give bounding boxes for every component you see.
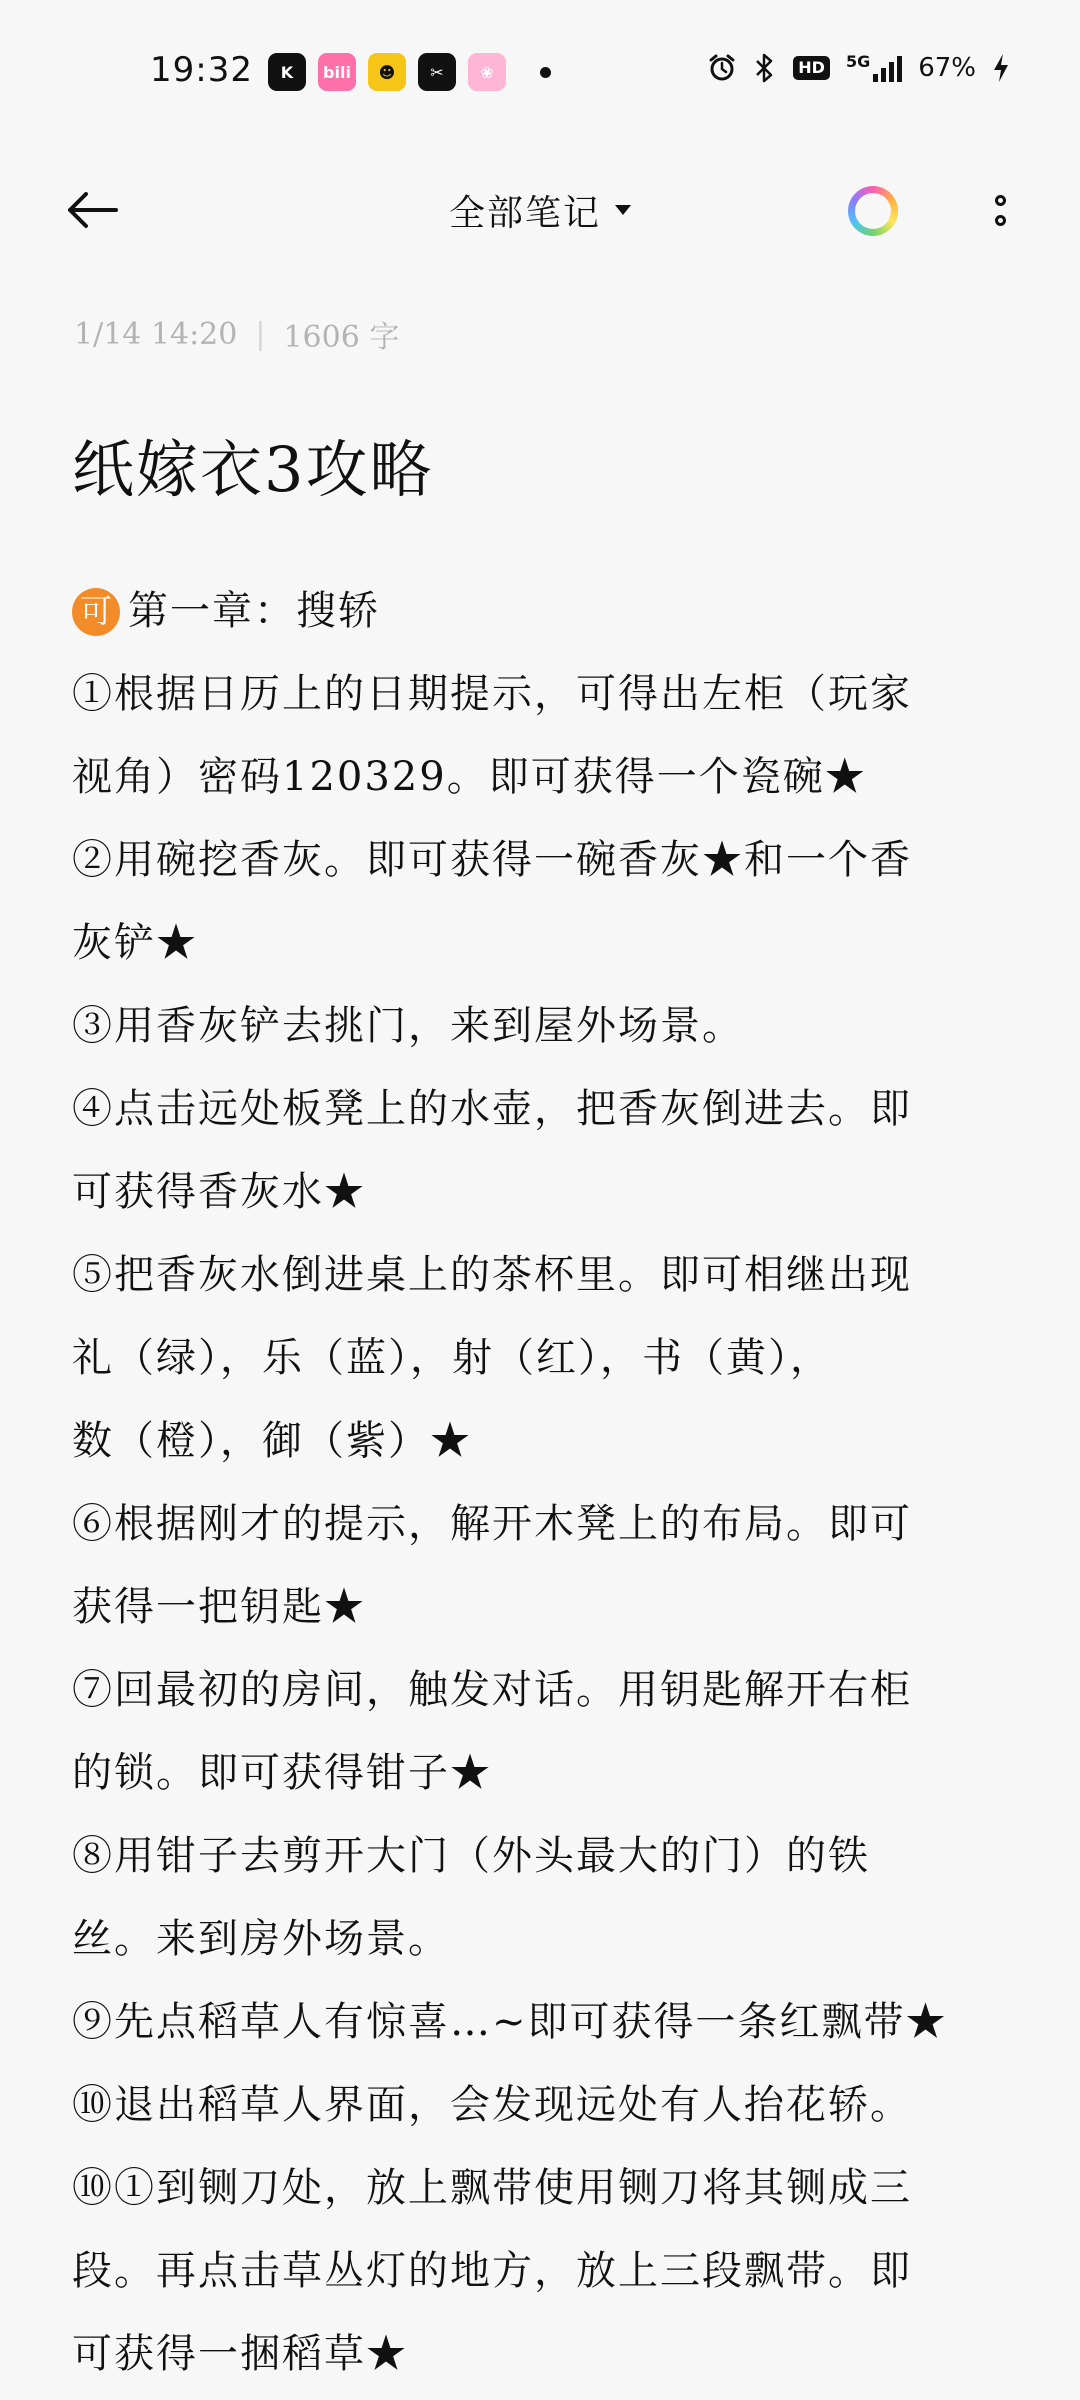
more-options-button[interactable] — [978, 180, 1022, 240]
note-body[interactable] — [72, 570, 1012, 2396]
note-text-line: ⑦回最初的房间，触发对话。用钥匙解开右柜 — [72, 1667, 912, 1713]
alarm-icon — [707, 53, 737, 83]
more-notifications-dot-icon — [540, 67, 551, 78]
note-text-line: ⑤把香灰水倒进桌上的茶杯里。即可相继出现 — [72, 1252, 912, 1298]
arrow-left-icon — [66, 190, 118, 230]
note-text-line: ②用碗挖香灰。即可获得一碗香灰★和一个香 — [72, 837, 912, 883]
hd-voice-badge: HD — [793, 56, 830, 80]
note-text-line: ⑩①到铡刀处，放上飘带使用铡刀将其铡成三 — [72, 2165, 912, 2211]
note-text-line: 可获得香灰水★ — [72, 1169, 366, 1215]
charging-icon — [992, 52, 1010, 84]
note-text-line: 段。再点击草丛灯的地方，放上三段飘带。即 — [72, 2248, 912, 2294]
more-dot-icon — [995, 195, 1006, 206]
note-text-line: 礼（绿），乐（蓝），射（红），书（黄）， — [72, 1335, 832, 1381]
note-text-line: ④点击远处板凳上的水壶，把香灰倒进去。即 — [72, 1086, 912, 1132]
note-text-line: 视角）密码120329。即可获得一个瓷碗★ — [72, 754, 867, 800]
status-bar — [0, 0, 1080, 110]
note-word-count: 1606 字 — [283, 320, 400, 355]
chapter-emoji-icon: 可 — [72, 588, 120, 636]
note-title[interactable]: 纸嫁衣3攻略 — [72, 433, 434, 506]
chapter-text: 第一章：搜轿 — [128, 588, 380, 634]
back-button[interactable] — [62, 182, 122, 238]
note-text-line: ③用香灰铲去挑门，来到屋外场景。 — [72, 1003, 744, 1049]
network-type-label: 5G — [845, 52, 871, 71]
bluetooth-icon — [753, 52, 777, 84]
kuaishou-app-icon: K — [268, 53, 306, 91]
notification-app-icons — [268, 53, 551, 91]
caret-down-icon — [615, 205, 631, 215]
battery-percentage: 67% — [918, 53, 976, 83]
note-text-line: 获得一把钥匙★ — [72, 1584, 366, 1630]
meta-separator: | — [255, 316, 266, 352]
note-text-line: 可获得一捆稻草★ — [72, 2331, 408, 2377]
note-meta — [74, 312, 399, 356]
note-text-line: 丝。来到房外场景。 — [72, 1916, 450, 1962]
pink-app-icon: ❀ — [468, 53, 506, 91]
status-indicators — [707, 52, 1010, 84]
cellular-signal-icon — [846, 54, 902, 82]
note-date: 1/14 14:20 — [74, 316, 238, 352]
note-text-line: 的锁。即可获得钳子★ — [72, 1750, 492, 1796]
folder-title: 全部笔记 — [448, 192, 601, 234]
game-avatar-app-icon: ☻ — [368, 53, 406, 91]
note-text-line: ⑧用钳子去剪开大门（外头最大的门）的铁 — [72, 1833, 870, 1879]
note-text-line: 数（橙），御（紫）★ — [72, 1418, 472, 1464]
note-toolbar — [0, 160, 1080, 260]
color-theme-button[interactable] — [848, 186, 898, 236]
capcut-app-icon: ✂ — [418, 53, 456, 91]
note-text-line: ⑨先点稻草人有惊喜…~即可获得一条红飘带★ — [72, 1999, 948, 2045]
more-dot-icon — [995, 215, 1006, 226]
note-text-line: ⑥根据刚才的提示，解开木凳上的布局。即可 — [72, 1501, 912, 1547]
bilibili-app-icon: bili — [318, 53, 356, 91]
folder-dropdown[interactable] — [410, 182, 670, 238]
note-text-line: 灰铲★ — [72, 920, 198, 966]
chapter-heading — [72, 570, 1012, 653]
note-text-line: ⑩退出稻草人界面，会发现远处有人抬花轿。 — [72, 2082, 912, 2128]
status-time: 19:32 — [150, 50, 253, 90]
note-text-line: ①根据日历上的日期提示，可得出左柜（玩家 — [72, 671, 912, 717]
